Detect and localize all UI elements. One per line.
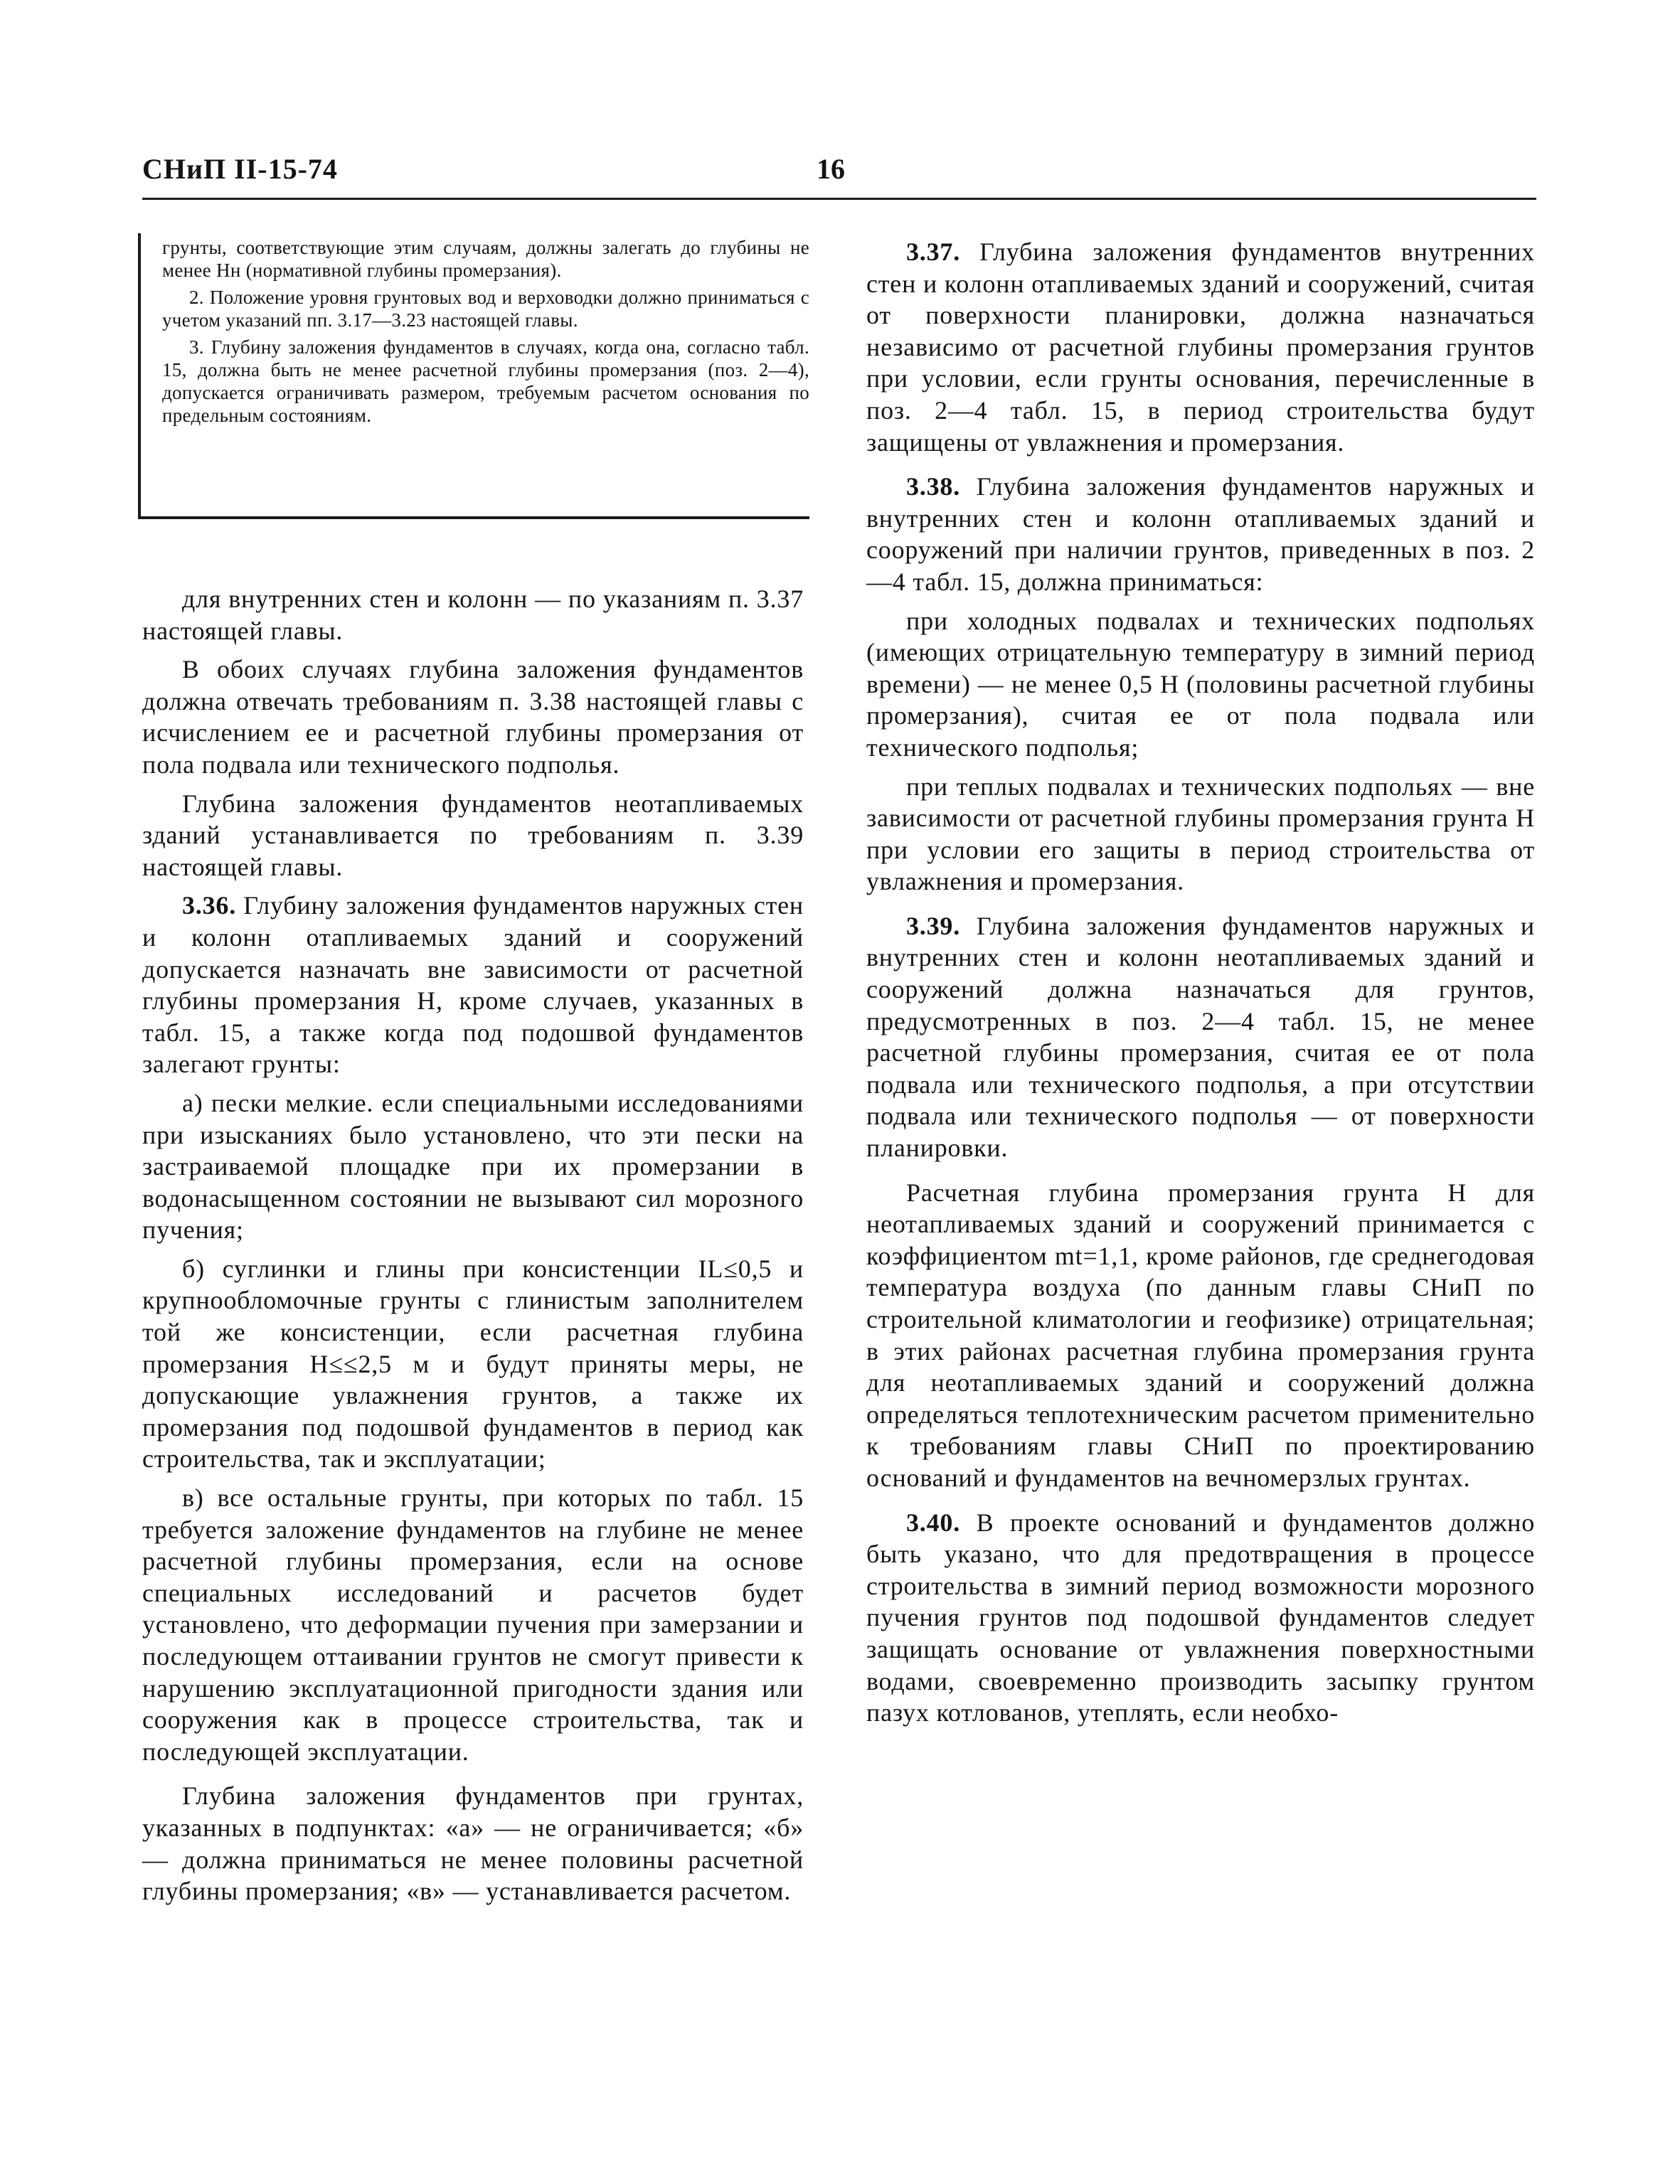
note-paragraph: 2. Положение уровня грунтовых вод и верховодки должно приниматься с учетом указаний пп. 3.17—3.23 настоящей главы. <box>162 287 809 331</box>
section-3-37 <box>866 236 1535 458</box>
section-number: 3.36. <box>182 891 236 920</box>
page-number: 16 <box>817 153 845 185</box>
list-item-a: а) пески мелкие. если специальными исследованиями при изысканиях было установлено, что эти пески на застраиваемой площадке при их промерзании в водонасыщенном состоянии не вызывают сил морозного пучения; <box>142 1088 804 1245</box>
paragraph: В обоих случаях глубина заложения фундаментов должна отвечать требованиям п. 3.38 настоящей главы с исчислением ее и расчетной глубины промерзания от пола подвала или технического подполья. <box>142 655 804 779</box>
list-item-v: в) все остальные грунты, при которых по табл. 15 требуется заложение фундаментов на глубине не менее расчетной глубины промерзания, если на основе специальных исследований и расчетов будет установлено, что деформации пучения при замерзании и последующем оттаивании грунтов не смогут привести к нарушению эксплуатационной пригодности здания или сооружения как в процессе строительства, так и последующей эксплуатации. <box>142 1483 804 1766</box>
section-number: 3.40. <box>906 1508 960 1537</box>
paragraph: при теплых подвалах и технических подпольях — вне зависимости от расчетной глубины промерзания грунта H при условии его защиты в период строительства от увлажнения и промерзания. <box>866 772 1535 896</box>
list-item-b: б) суглинки и глины при консистенции IL≤0,5 и крупнообломочные грунты с глинистым заполнителем той же консистенции, если расчетная глубина промерзания H≤≤2,5 м и будут приняты меры, не допускающие увлажнения грунтов, а также их промерзания под подошвой фундаментов в период как строительства, так и эксплуатации; <box>142 1254 804 1474</box>
right-column <box>866 236 1535 1736</box>
left-column <box>142 583 804 1914</box>
section-3-40 <box>866 1507 1535 1729</box>
paragraph: при холодных подвалах и технических подпольях (имеющих отрицательную температуру в зимний период времени) — не менее 0,5 H (половины расчетной глубины промерзания), считая ее от пола подвала или технического подполья; <box>866 606 1535 762</box>
section-text: Глубина заложения фундаментов наружных и внутренних стен и колонн неотапливаемых зданий и сооружений должна назначаться для грунтов, предусмотренных в поз. 2—4 табл. 15, не менее расчетной глубины промерзания, считая ее от пола подвала или технического подполья, а при отсутствии подвала или технического подполья — от поверхности планировки. <box>866 911 1535 1163</box>
header-rule <box>142 198 1536 200</box>
paragraph: Глубина заложения фундаментов неотапливаемых зданий устанавливается по требованиям п. 3.39 настоящей главы. <box>142 789 804 881</box>
paragraph: Расчетная глубина промерзания грунта H для неотапливаемых зданий и сооружений принимается с коэффициентом mt=1,1, кроме районов, где среднегодовая температура воздуха (по данным главы СНиП по строительной климатологии и геофизике) отрицательная; в этих районах расчетная глубина промерзания грунта для неотапливаемых зданий и сооружений должна определяться теплотехническим расчетом применительно к требованиям главы СНиП по проектированию оснований и фундаментов на вечномерзлых грунтах. <box>866 1178 1535 1492</box>
section-text: Глубина заложения фундаментов внутренних стен и колонн отапливаемых зданий и сооружений, считая от поверхности планировки, должна назначаться независимо от расчетной глубины промерзания грунтов при условии, если грунты основания, перечисленные в поз. 2—4 табл. 15, в период строительства будут защищены от увлажнения и промерзания. <box>866 238 1535 457</box>
boxed-note <box>138 233 809 519</box>
section-text: Глубину заложения фундаментов наружных стен и колонн отапливаемых зданий и сооружений допускается назначать вне зависимости от расчетной глубины промерзания H, кроме случаев, указанных в табл. 15, а также когда под подошвой фундаментов залегают грунты: <box>142 891 804 1079</box>
section-3-36 <box>142 890 804 1080</box>
section-number: 3.38. <box>906 472 960 501</box>
section-text: В проекте оснований и фундаментов должно быть указано, что для предотвращения в процессе строительства в зимний период возможности морозного пучения грунтов под подошвой фундаментов следует защищать основание от увлажнения поверхностными водами, своевременно производить засыпку грунтом пазух котлованов, утеплять, если необхо- <box>866 1508 1535 1727</box>
section-3-38 <box>866 471 1535 597</box>
page-header <box>142 152 1536 202</box>
section-number: 3.37. <box>906 238 960 266</box>
paragraph: для внутренних стен и колонн — по указаниям п. 3.37 настоящей главы. <box>142 585 804 645</box>
section-number: 3.39. <box>906 911 960 940</box>
section-text: Глубина заложения фундаментов наружных и внутренних стен и колонн отапливаемых зданий и сооружений при наличии грунтов, приведенных в поз. 2—4 табл. 15, должна приниматься: <box>866 472 1535 596</box>
section-3-39 <box>866 910 1535 1164</box>
note-paragraph: грунты, соответствующие этим случаям, должны залегать до глубины не менее Hн (нормативной глубины промерзания). <box>162 237 809 281</box>
document-code: СНиП II-15-74 <box>142 153 338 185</box>
paragraph: Глубина заложения фундаментов при грунтах, указанных в подпунктах: «а» — не ограничивается; «б» — должна приниматься не менее половины расчетной глубины промерзания; «в» — устанавливается расчетом. <box>142 1781 804 1906</box>
note-paragraph: 3. Глубину заложения фундаментов в случаях, когда она, согласно табл. 15, должна быть не менее расчетной глубины промерзания (поз. 2—4), допускается ограничивать размером, требуемым расчетом основания по предельным состояниям. <box>162 336 809 426</box>
